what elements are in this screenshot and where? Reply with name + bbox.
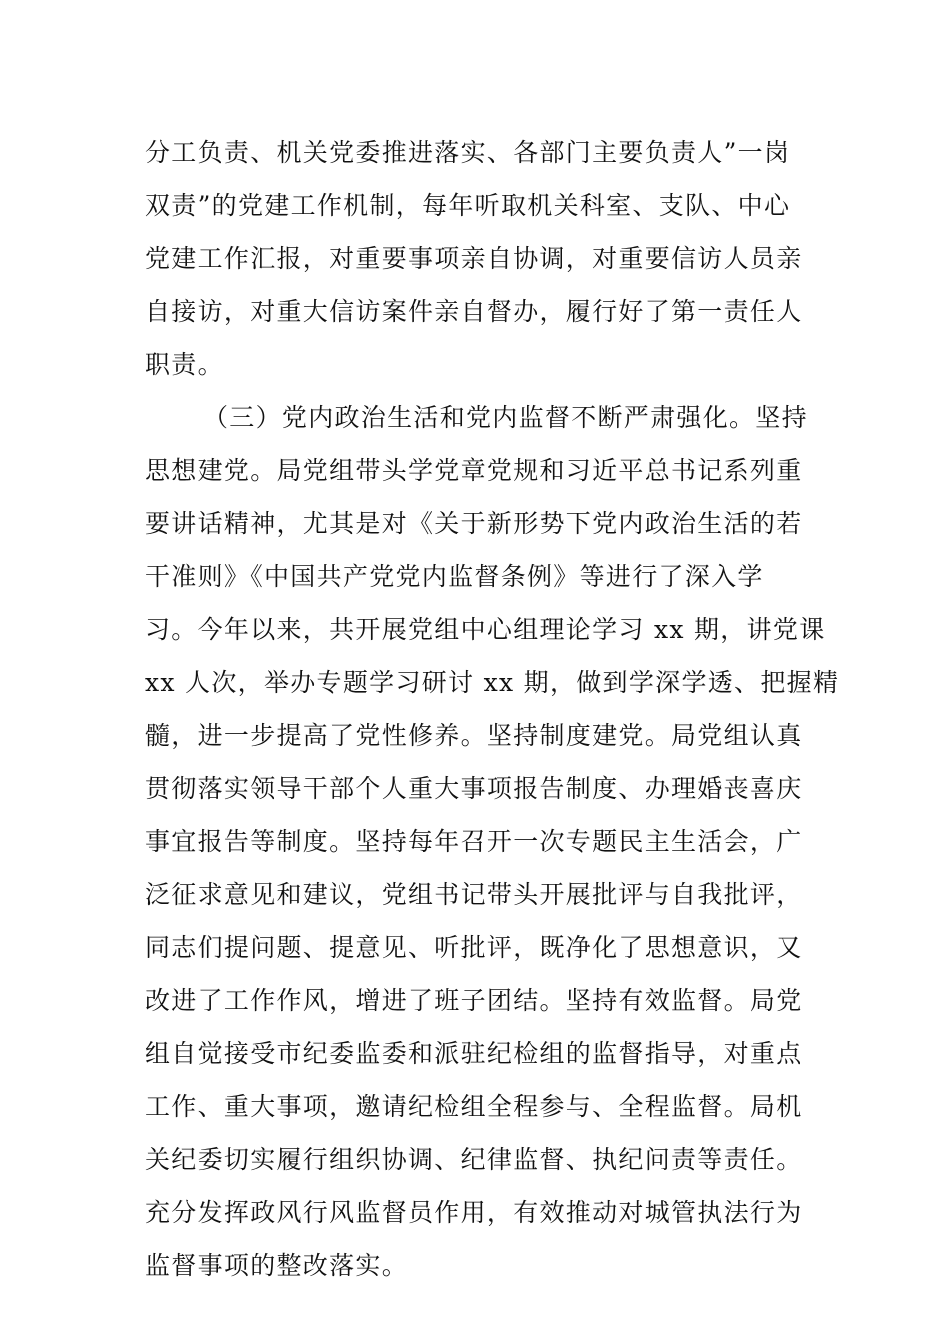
text-line: 自接访，对重大信访案件亲自督办，履行好了第一责任人: [145, 297, 803, 326]
text-line: 要讲话精神，尤其是对《关于新形势下党内政治生活的若: [145, 509, 803, 538]
text-line: 监督事项的整改落实。: [145, 1251, 409, 1280]
text-line: 改进了工作作风，增进了班子团结。坚持有效监督。局党: [145, 986, 803, 1015]
text-line: 分工负责、机关党委推进落实、各部门主要负责人”一岗: [145, 138, 791, 167]
text-line: 同志们提问题、提意见、听批评，既净化了思想意识，又: [145, 933, 803, 962]
text-line: 职责。: [145, 350, 224, 379]
text-line: 习。今年以来，共开展党组中心组理论学习 xx 期，讲党课: [145, 615, 826, 644]
text-line: 干准则》《中国共产党党内监督条例》等进行了深入学: [145, 562, 764, 591]
text-line: 双责”的党建工作机制，每年听取机关科室、支队、中心: [145, 191, 791, 220]
text-line: 思想建党。局党组带头学党章党规和习近平总书记系列重: [145, 456, 803, 485]
text-line: 事宜报告等制度。坚持每年召开一次专题民主生活会，广: [145, 827, 803, 856]
text-line: 贯彻落实领导干部个人重大事项报告制度、办理婚丧喜庆: [145, 774, 803, 803]
text-line: 泛征求意见和建议，党组书记带头开展批评与自我批评，: [145, 880, 803, 909]
section-heading-line: （三）党内政治生活和党内监督不断严肃强化。坚持: [203, 403, 808, 432]
text-line: xx 人次，举办专题学习研讨 xx 期，做到学深学透、把握精: [145, 668, 840, 697]
text-line: 组自觉接受市纪委监委和派驻纪检组的监督指导，对重点: [145, 1039, 803, 1068]
text-line: 关纪委切实履行组织协调、纪律监督、执纪问责等责任。: [145, 1145, 803, 1174]
text-line: 党建工作汇报，对重要事项亲自协调，对重要信访人员亲: [145, 244, 803, 273]
text-line: 髓，进一步提高了党性修养。坚持制度建党。局党组认真: [145, 721, 803, 750]
body-text: [145, 126, 840, 1292]
text-line: 充分发挥政风行风监督员作用，有效推动对城管执法行为: [145, 1198, 803, 1227]
text-line: 工作、重大事项，邀请纪检组全程参与、全程监督。局机: [145, 1092, 803, 1121]
